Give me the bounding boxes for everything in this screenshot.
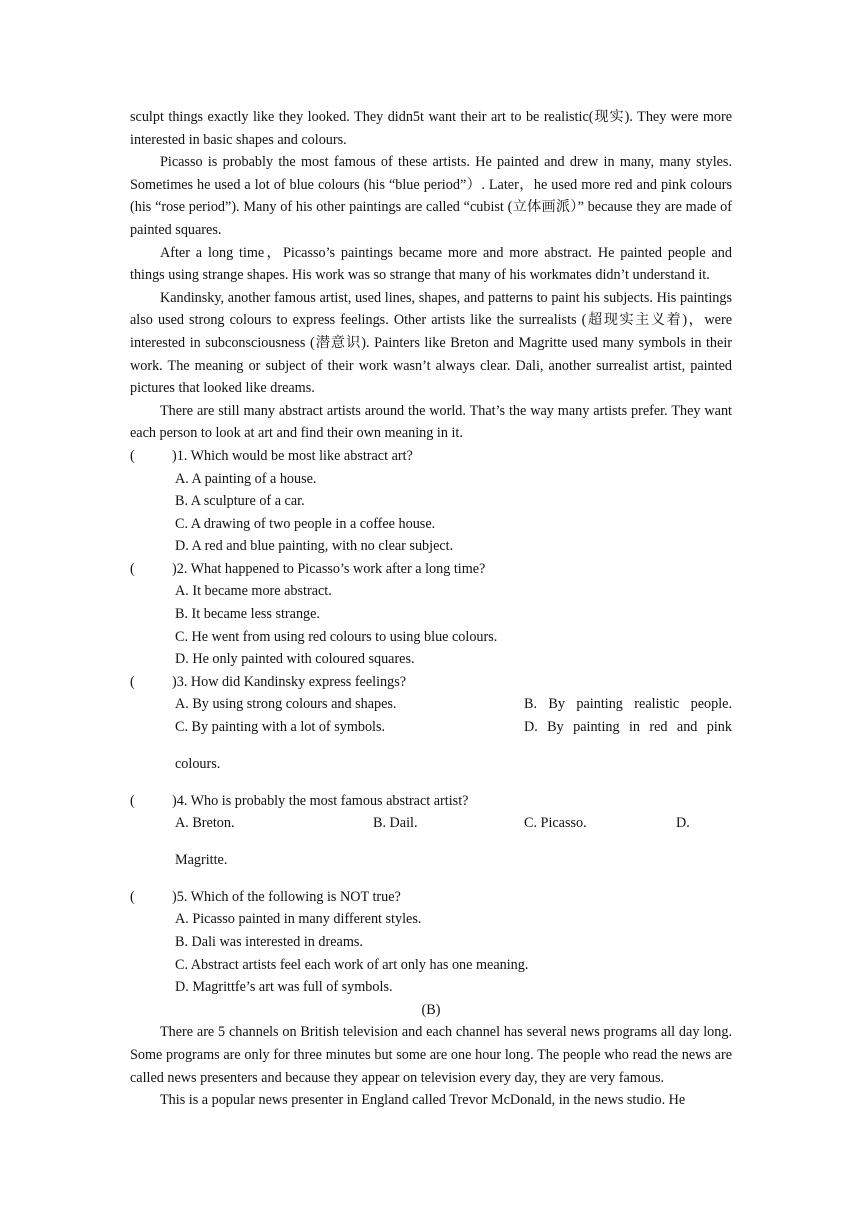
question-5	[130, 886, 732, 909]
option: B. A sculpture of a car.	[175, 493, 305, 510]
question-stem: )4. Who is probably the most famous abstract artist?	[172, 792, 469, 809]
option: B. Dail.	[373, 815, 418, 832]
question-3	[130, 671, 732, 694]
answer-blank[interactable]: (	[130, 447, 135, 464]
option: D. He only painted with coloured squares.	[175, 651, 415, 668]
passage-a-paragraph: Kandinsky, another famous artist, used lines, shapes, and patterns to paint his subjects. His paintings also used strong colours to express feelings. Other artists like the surrealists (超现实主义着)，were interested in subconsciousness (潜意识). Painters like Breton and Magritte used many symbols in their work. The meaning or subject of their work wasn’t always clear. Dali, another surrealist artist, painted pictures that looked like dreams.	[130, 289, 732, 397]
question-stem: )3. How did Kandinsky express feelings?	[172, 673, 407, 690]
option-row	[175, 812, 732, 835]
question-stem: )1. Which would be most like abstract art?	[172, 447, 413, 464]
option: B. By painting realistic people.	[524, 696, 732, 713]
answer-blank[interactable]: (	[130, 560, 135, 577]
passage-a-paragraph: After a long time，Picasso’s paintings became more and more abstract. He painted people and things using strange shapes. His work was so strange that many of his workmates didn’t understand it.	[130, 244, 732, 284]
option: C. He went from using red colours to using blue colours.	[175, 628, 498, 645]
option: D.	[676, 815, 690, 832]
passage-a-paragraph: There are still many abstract artists around the world. That’s the way many artists prefer. They want each person to look at art and find their own meaning in it.	[130, 402, 732, 442]
option-continuation: Magritte.	[175, 851, 228, 868]
option: A. Picasso painted in many different styles.	[175, 911, 422, 928]
option: A. It became more abstract.	[175, 583, 332, 600]
question-stem: )5. Which of the following is NOT true?	[172, 888, 401, 905]
answer-blank[interactable]: (	[130, 673, 135, 690]
question-1	[130, 445, 732, 468]
option-continuation: colours.	[175, 755, 221, 772]
option-row	[175, 716, 732, 739]
passage-b-paragraph: This is a popular news presenter in England called Trevor McDonald, in the news studio. He	[160, 1092, 686, 1109]
document-content	[130, 106, 732, 1112]
option: A. Breton.	[175, 815, 235, 832]
option: B. It became less strange.	[175, 606, 320, 623]
option: D. Magrittfe’s art was full of symbols.	[175, 979, 393, 996]
question-4	[130, 790, 732, 813]
option: D. By painting in red and pink	[524, 719, 732, 736]
option: C. By painting with a lot of symbols.	[175, 719, 386, 736]
section-heading: (B)	[421, 1001, 441, 1018]
passage-b-paragraph: There are 5 channels on British television and each channel has several news programs all day long. Some programs are only for three minutes but some are one hour long. The people who read the news are called news presenters and because they appear on television every day, they are very famous.	[130, 1024, 732, 1086]
question-stem: )2. What happened to Picasso’s work after a long time?	[172, 560, 486, 577]
option: A. By using strong colours and shapes.	[175, 696, 397, 713]
question-2	[130, 558, 732, 581]
option: C. Abstract artists feel each work of art only has one meaning.	[175, 956, 529, 973]
option: B. Dali was interested in dreams.	[175, 933, 363, 950]
option-row	[175, 693, 732, 716]
option: C. Picasso.	[524, 815, 587, 832]
answer-blank[interactable]: (	[130, 888, 135, 905]
option: C. A drawing of two people in a coffee house.	[175, 515, 436, 532]
passage-a-paragraph: Picasso is probably the most famous of these artists. He painted and drew in many, many styles. Sometimes he used a lot of blue colours (his “blue period”）. Later，he used more red and pink colours (his “rose period”). Many of his other paintings are called “cubist (立体画派）” because they are made of painted squares.	[130, 154, 732, 238]
option: D. A red and blue painting, with no clear subject.	[175, 538, 454, 555]
passage-a-paragraph: sculpt things exactly like they looked. They didn5t want their art to be realistic(现实). They were more interested in basic shapes and colours.	[130, 109, 732, 148]
option: A. A painting of a house.	[175, 470, 317, 487]
answer-blank[interactable]: (	[130, 792, 135, 809]
